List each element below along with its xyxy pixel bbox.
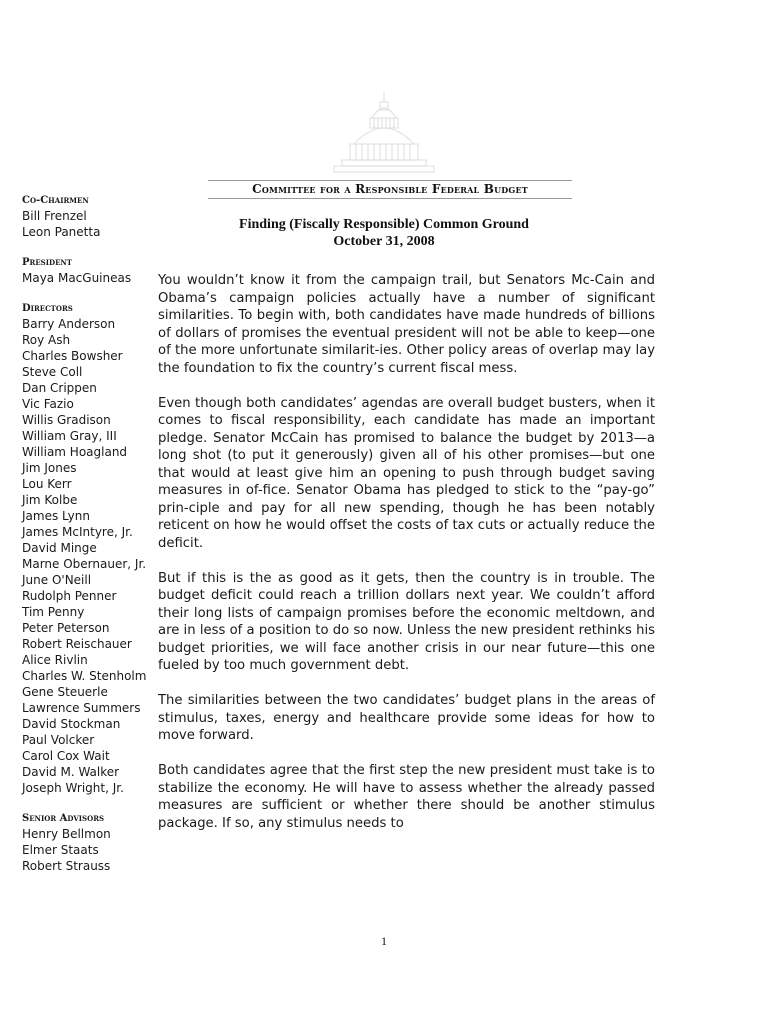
roster-name: Vic Fazio <box>22 397 74 411</box>
roster-name: Jim Jones <box>22 461 77 475</box>
roster-name: Charles Bowsher <box>22 349 123 363</box>
roster-name: Henry Bellmon <box>22 827 111 841</box>
roster-name: James Lynn <box>22 509 90 523</box>
co-chairmen-list <box>22 208 158 240</box>
body-paragraph: Both candidates agree that the first step the new president must take is to stabilize the economy. He will have to assess whether the already passed measures are sufficient or whether there should be another stimulus package. If so, any stimulus needs to <box>158 763 655 831</box>
senior-advisors-list <box>22 826 158 874</box>
roster-name: Lou Kerr <box>22 477 72 491</box>
president-list <box>22 270 158 286</box>
board-roster-sidebar <box>22 194 158 874</box>
roster-name: James McIntyre, Jr. <box>22 525 133 539</box>
body-paragraph: But if this is the as good as it gets, then the country is in trouble. The budget deficit could reach a trillion dollars next year. We couldn’t afford their long lists of campaign promises before the economic meltdown, and are in less of a position to do so now. Unless the new president rethinks his budget priorities, we will face another crisis in our near future—this one fueled by too much government debt. <box>158 570 655 673</box>
roster-name: Alice Rivlin <box>22 653 88 667</box>
header-rule-top <box>208 180 572 181</box>
header-rule-bottom <box>208 198 572 199</box>
roster-name: Lawrence Summers <box>22 701 141 715</box>
article-body <box>158 272 655 850</box>
roster-name: Dan Crippen <box>22 381 97 395</box>
document-title: Finding (Fiscally Responsible) Common Ground <box>239 217 529 232</box>
document-date: October 31, 2008 <box>333 234 435 249</box>
roster-name: Tim Penny <box>22 605 85 619</box>
roster-name: Carol Cox Wait <box>22 749 110 763</box>
roster-name: Paul Volcker <box>22 733 95 747</box>
roster-name: Barry Anderson <box>22 317 116 331</box>
body-paragraph: The similarities between the two candidates’ budget plans in the areas of stimulus, taxes, energy and healthcare provide some ideas for how to move forward. <box>158 693 655 743</box>
directors-heading: Directors <box>22 303 73 314</box>
roster-name: Elmer Staats <box>22 843 99 857</box>
roster-name: William Hoagland <box>22 445 128 459</box>
roster-name: Roy Ash <box>22 333 71 347</box>
roster-name: Steve Coll <box>22 365 83 379</box>
page-number: 1 <box>381 934 387 948</box>
roster-name: Gene Steuerle <box>22 685 108 699</box>
roster-name: June O'Neill <box>22 573 92 587</box>
president-heading: President <box>22 257 73 268</box>
roster-name: Jim Kolbe <box>22 493 78 507</box>
document-title-block <box>200 216 568 250</box>
roster-name: Peter Peterson <box>22 621 110 635</box>
roster-name: Robert Reischauer <box>22 637 132 651</box>
roster-name: Willis Gradison <box>22 413 111 427</box>
roster-name: Joseph Wright, Jr. <box>22 781 124 795</box>
roster-name: David M. Walker <box>22 765 120 779</box>
roster-name: Maya MacGuineas <box>22 271 132 285</box>
body-paragraph: Even though both candidates’ agendas are overall budget busters, when it comes to fiscal responsibility, each candidate has made an important pledge. Senator McCain has promised to balance the budget by 2013—a long shot (to put it generously) given all of his other promises—but one that would at least give him an opening to push through budget saving measures in of-fice. Senator Obama has pledged to stick to the “pay-go” prin-ciple and pay for all new spending, though he has been notably reticent on how he would offset the costs of tax cuts or actually reduce the deficit. <box>158 395 655 551</box>
roster-name: Marne Obernauer, Jr. <box>22 557 147 571</box>
committee-name: Committee for a Responsible Federal Budget <box>252 182 528 196</box>
roster-name: Leon Panetta <box>22 225 101 239</box>
roster-name: David Stockman <box>22 717 121 731</box>
roster-name: William Gray, III <box>22 429 117 443</box>
capitol-dome-watermark <box>320 88 448 180</box>
roster-name: Robert Strauss <box>22 859 111 873</box>
roster-name: David Minge <box>22 541 97 555</box>
co-chairmen-heading: Co-Chairmen <box>22 195 89 206</box>
roster-name: Charles W. Stenholm <box>22 669 147 683</box>
roster-name: Rudolph Penner <box>22 589 117 603</box>
senior-advisors-heading: Senior Advisors <box>22 813 105 824</box>
directors-list <box>22 316 158 796</box>
roster-name: Bill Frenzel <box>22 209 87 223</box>
body-paragraph: You wouldn’t know it from the campaign trail, but Senators Mc-Cain and Obama’s campaign policies actually have a number of significant similarities. To begin with, both candidates have made hundreds of billions of dollars of promises the eventual president will not be able to keep—one of the more unfortunate similarit-ies. Other policy areas of overlap may lay the foundation to fix the country’s current fiscal mess. <box>158 273 655 376</box>
